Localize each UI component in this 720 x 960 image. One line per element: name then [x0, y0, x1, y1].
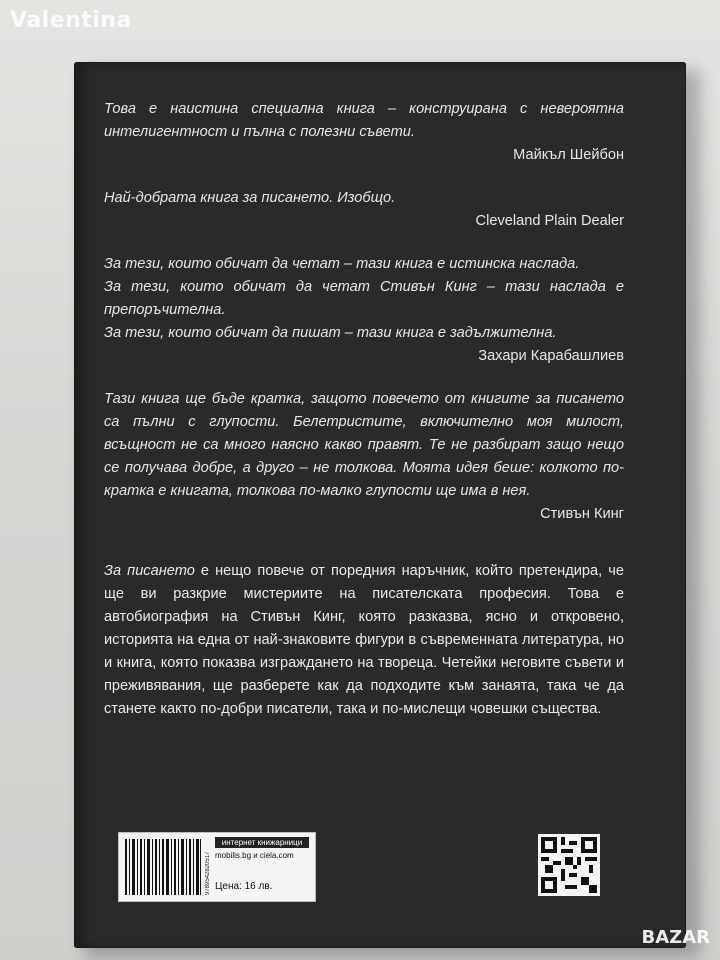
book-description	[104, 560, 624, 721]
quote-text: За тези, които обичат да пишат – тази книга е задължителна.	[104, 325, 557, 341]
watermark-bottom: BAZAR	[641, 927, 710, 948]
barcode-label	[118, 832, 316, 902]
isbn-number: 9789542820517	[205, 851, 211, 895]
quote-text: Тази книга ще бъде кратка, защото повечето от книгите за писането са пълни с глупости. Белетристите, включително моя милост, всъщност не са много наясно какво правят. Те не разбират защо нещо се получава добре, а друго – не толкова. Моята идея беше: колкото по-кратка е книгата, толкова по-малко глупости ще има в нея.	[104, 391, 624, 499]
quote-author: Майкъл Шейбон	[513, 147, 624, 163]
quote-text: За тези, които обичат да четат – тази книга е истинска наслада.	[104, 256, 580, 272]
quote-text: За тези, които обичат да четат Стивън Кинг – тази наслада е препоръчителна.	[104, 279, 624, 318]
book-title-italic: За писането	[104, 563, 195, 579]
quote-author: Захари Карабашлиев	[478, 348, 624, 364]
quote-text: Това е наистина специална книга – конструирана с невероятна интелигентност и пълна с полезни съвети.	[104, 101, 624, 140]
shop-label: интернет книжарници	[215, 837, 309, 848]
quote-king	[104, 388, 624, 526]
description-text: е нещо повече от поредния наръчник, който претендира, че ще ви разкрие мистериите на писателската професия. Това е автобиография на Стивън Кинг, която разказва, ясно и откровено, историята на една от най-знаковите фигури в съвременната литература, но и книга, която показва изграждането на твореца. Четейки неговите съвети и преживявания, ще разберете как да подходите към занаята, така че да станете както по-добри писатели, така и по-мислещи човешки същества.	[104, 563, 625, 717]
qr-code-graphic	[541, 837, 597, 893]
quotes-section	[104, 98, 624, 540]
quote-author: Стивън Кинг	[540, 506, 624, 522]
quote-chabon	[104, 98, 624, 167]
quote-karabashliev	[104, 253, 624, 368]
shop-sites: mobilis.bg и ciela.com	[215, 851, 294, 860]
watermark-top: Valentina	[10, 8, 132, 33]
qr-code-icon	[538, 834, 600, 896]
barcode-icon	[123, 837, 203, 897]
quote-author: Cleveland Plain Dealer	[475, 213, 624, 229]
quote-text: Най-добрата книга за писането. Изобщо.	[104, 190, 396, 206]
quote-plain-dealer	[104, 187, 624, 233]
price-label: Цена: 16 лв.	[215, 881, 273, 892]
